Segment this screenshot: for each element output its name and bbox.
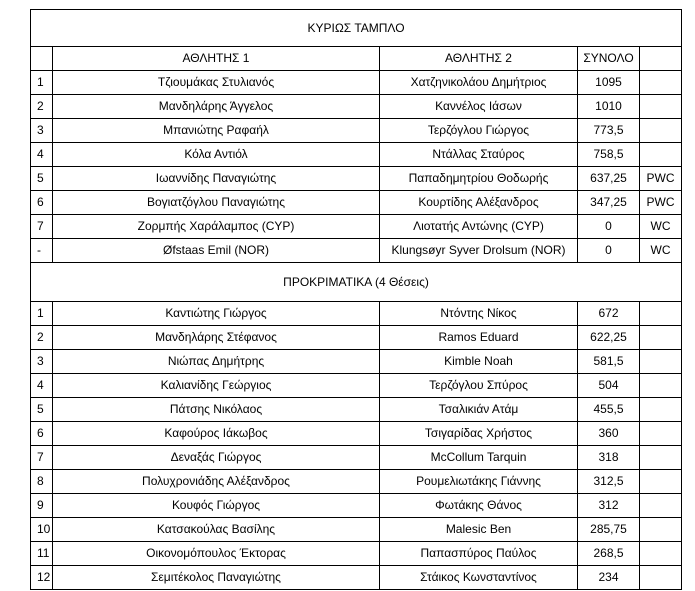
total-score: 234: [578, 566, 640, 590]
table-row: [31, 518, 682, 542]
entry-note: [640, 326, 682, 350]
row-number: 4: [31, 143, 53, 167]
total-score: 758,5: [578, 143, 640, 167]
entry-note: [640, 422, 682, 446]
athlete2-name: Καννέλος Ιάσων: [380, 95, 578, 119]
header-row: [31, 47, 682, 71]
entry-note: [640, 119, 682, 143]
athlete2-name: Κουρτίδης Αλέξανδρος: [380, 191, 578, 215]
athlete1-name: Μανδηλάρης Άγγελος: [53, 95, 380, 119]
athlete2-name: Χατζηνικολάου Δημήτριος: [380, 71, 578, 95]
athlete1-name: Τζιουμάκας Στυλιανός: [53, 71, 380, 95]
table-row: [31, 374, 682, 398]
draw-table: [30, 9, 682, 590]
row-number: 5: [31, 398, 53, 422]
athlete1-name: Οικονομόπουλος Έκτορας: [53, 542, 380, 566]
athlete1-name: Νιώπας Δημήτρης: [53, 350, 380, 374]
row-number: 5: [31, 167, 53, 191]
entry-note: [640, 398, 682, 422]
athlete2-name: Στάικος Κωνσταντίνος: [380, 566, 578, 590]
athlete2-name: Ντόντης Νίκος: [380, 302, 578, 326]
athlete2-name: Ramos Eduard: [380, 326, 578, 350]
athlete2-name: McCollum Tarquin: [380, 446, 578, 470]
athlete1-name: Øfstaas Emil (NOR): [53, 239, 380, 263]
athlete1-name: Κόλα Αντιόλ: [53, 143, 380, 167]
row-number: 6: [31, 191, 53, 215]
row-number: 10: [31, 518, 53, 542]
main-draw-title-row: [31, 10, 682, 47]
row-number: 2: [31, 95, 53, 119]
header-note-cell: [640, 47, 682, 71]
athlete2-name: Λιοτατής Αντώνης (CYP): [380, 215, 578, 239]
table-row: [31, 143, 682, 167]
entry-note: [640, 95, 682, 119]
entry-note: WC: [640, 215, 682, 239]
entry-note: WC: [640, 239, 682, 263]
athlete1-name: Μανδηλάρης Στέφανος: [53, 326, 380, 350]
athlete1-name: Καντιώτης Γιώργος: [53, 302, 380, 326]
total-score: 0: [578, 239, 640, 263]
row-number: 9: [31, 494, 53, 518]
table-row: [31, 302, 682, 326]
table-row: [31, 167, 682, 191]
table-row: [31, 542, 682, 566]
total-score: 312: [578, 494, 640, 518]
table-row: [31, 215, 682, 239]
table-row: [31, 350, 682, 374]
athlete2-name: Τερζόγλου Σπύρος: [380, 374, 578, 398]
entry-note: [640, 542, 682, 566]
athlete1-name: Πολυχρονιάδης Αλέξανδρος: [53, 470, 380, 494]
total-score: 268,5: [578, 542, 640, 566]
athlete2-name: Klungsøyr Syver Drolsum (NOR): [380, 239, 578, 263]
entry-note: [640, 350, 682, 374]
athlete1-name: Κατσακούλας Βασίλης: [53, 518, 380, 542]
total-score: 347,25: [578, 191, 640, 215]
entry-note: [640, 566, 682, 590]
table-row: [31, 398, 682, 422]
total-score: 504: [578, 374, 640, 398]
total-score: 1095: [578, 71, 640, 95]
athlete1-name: Σεμιτέκολος Παναγιώτης: [53, 566, 380, 590]
entry-note: PWC: [640, 167, 682, 191]
row-number: 3: [31, 350, 53, 374]
table-row: [31, 239, 682, 263]
entry-note: [640, 143, 682, 167]
athlete2-name: Φωτάκης Θάνος: [380, 494, 578, 518]
header-num-cell: [31, 47, 53, 71]
table-row: [31, 95, 682, 119]
athlete1-name: Ζορμπής Χαράλαμπος (CYP): [53, 215, 380, 239]
total-score: 285,75: [578, 518, 640, 542]
row-number: 1: [31, 71, 53, 95]
qualifying-title-row: [31, 263, 682, 302]
header-total: ΣΥΝΟΛΟ: [578, 47, 640, 71]
row-number: 7: [31, 215, 53, 239]
athlete1-name: Βογιατζόγλου Παναγιώτης: [53, 191, 380, 215]
athlete2-name: Malesic Ben: [380, 518, 578, 542]
athlete1-name: Δεναξάς Γιώργος: [53, 446, 380, 470]
athlete1-name: Καλιανίδης Γεώργιος: [53, 374, 380, 398]
athlete1-name: Πάτσης Νικόλαος: [53, 398, 380, 422]
total-score: 455,5: [578, 398, 640, 422]
athlete2-name: Παπαδημητρίου Θοδωρής: [380, 167, 578, 191]
header-athlete1: ΑΘΛΗΤΗΣ 1: [53, 47, 380, 71]
table-row: [31, 326, 682, 350]
table-row: [31, 191, 682, 215]
table-row: [31, 470, 682, 494]
total-score: 0: [578, 215, 640, 239]
main-draw-title: ΚΥΡΙΩΣ ΤΑΜΠΛΟ: [31, 10, 682, 47]
row-number: 2: [31, 326, 53, 350]
athlete2-name: Τσαλικιάν Ατάμ: [380, 398, 578, 422]
total-score: 581,5: [578, 350, 640, 374]
entry-note: [640, 518, 682, 542]
total-score: 360: [578, 422, 640, 446]
table-row: [31, 422, 682, 446]
row-number: 4: [31, 374, 53, 398]
entry-note: [640, 374, 682, 398]
athlete1-name: Ιωαννίδης Παναγιώτης: [53, 167, 380, 191]
entry-note: [640, 446, 682, 470]
total-score: 1010: [578, 95, 640, 119]
total-score: 672: [578, 302, 640, 326]
row-number: 1: [31, 302, 53, 326]
row-number: 12: [31, 566, 53, 590]
total-score: 637,25: [578, 167, 640, 191]
header-athlete2: ΑΘΛΗΤΗΣ 2: [380, 47, 578, 71]
row-number: 3: [31, 119, 53, 143]
table-row: [31, 566, 682, 590]
table-row: [31, 446, 682, 470]
athlete2-name: Ντάλλας Σταύρος: [380, 143, 578, 167]
athlete1-name: Μπανιώτης Ραφαήλ: [53, 119, 380, 143]
entry-note: [640, 302, 682, 326]
row-number: 6: [31, 422, 53, 446]
athlete2-name: Ρουμελιωτάκης Γιάννης: [380, 470, 578, 494]
total-score: 312,5: [578, 470, 640, 494]
row-number: -: [31, 239, 53, 263]
table-row: [31, 119, 682, 143]
athlete2-name: Τσιγαρίδας Χρήστος: [380, 422, 578, 446]
total-score: 773,5: [578, 119, 640, 143]
athlete2-name: Kimble Noah: [380, 350, 578, 374]
total-score: 622,25: [578, 326, 640, 350]
row-number: 7: [31, 446, 53, 470]
entry-note: [640, 494, 682, 518]
entry-note: [640, 470, 682, 494]
row-number: 11: [31, 542, 53, 566]
qualifying-title: ΠΡΟΚΡΙΜΑΤΙΚΑ (4 Θέσεις): [31, 263, 682, 302]
row-number: 8: [31, 470, 53, 494]
entry-note: PWC: [640, 191, 682, 215]
athlete2-name: Τερζόγλου Γιώργος: [380, 119, 578, 143]
athlete2-name: Παπασπύρος Παύλος: [380, 542, 578, 566]
total-score: 318: [578, 446, 640, 470]
athlete1-name: Κουφός Γιώργος: [53, 494, 380, 518]
entry-note: [640, 71, 682, 95]
athlete1-name: Καφούρος Ιάκωβος: [53, 422, 380, 446]
table-row: [31, 71, 682, 95]
table-row: [31, 494, 682, 518]
